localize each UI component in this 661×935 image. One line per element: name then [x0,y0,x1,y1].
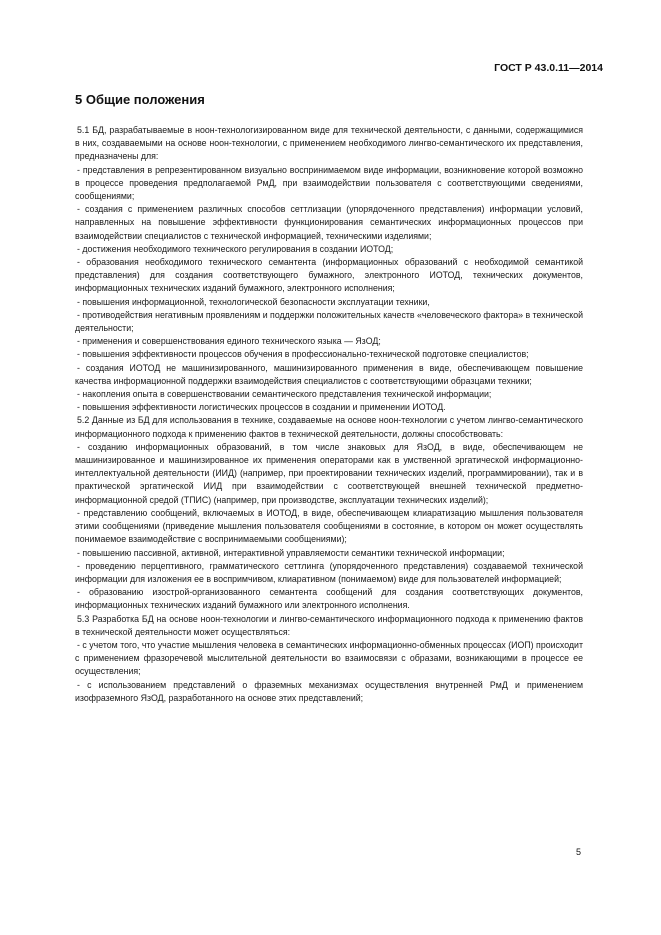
page-number: 5 [575,847,581,857]
list-item: - с использованием представлений о фраземных механизмах осуществления внутренней РмД и применением изофраземного ЯзОД, разработанного на основе этих представлений; [75,679,583,703]
paragraph: 5.3 Разработка БД на основе ноон-технологии и лингво-семантического информационного подхода к применению фактов в технической деятельности может осуществляться: [75,613,583,637]
list-item: - достижения необходимого технического регулирования в создании ИОТОД; [77,243,394,254]
section-title: 5 Общие положения [75,92,205,107]
list-item: - образованию изострой-организованного семантента сообщений для создания соответствующих документов, информационных технических изданий бумажного или электронного исполнения. [75,587,583,611]
list-item: - повышения эффективности логистических процессов в создании и применении ИОТОД. [77,402,446,413]
list-item: - с учетом того, что участие мышления человека в семантических информационно-обменных процессах (ИОП) происходит с применением фразоречевой мыслительной деятельности во взаимосвязи с образами, возникающими в процессе ее осуществления; [75,639,583,677]
list-item: - противодействия негативным проявлениям и поддержки положительных качеств «человеческого фактора» в технической деятельности; [75,309,583,334]
list-item: - создания ИОТОД не машинизированного, машинизированного применения в виде, обеспечивающем повышение качества информационной поддержки взаимодействия специалистов с соответствующими образцами техники; [75,362,583,386]
paragraph: 5.1 БД, разрабатываемые в ноон-технологизированном виде для технической деятельности, с данными, содержащимися в них, создаваемыми на основе ноон-технологии, с применением необходимого лингво-семантического их представления, предназначены для: [75,125,583,162]
list-item: - образования необходимого технического семантента (информационных образований с необходимой семантикой представления) для создания соответствующего бумажного, электронного ИОТОД, технических документов, информационных технических изданий бумажного, электронного исполнения; [75,257,583,294]
list-item: - накопления опыта в совершенствовании семантического представления технической информации; [77,389,492,400]
list-item: - созданию информационных образований, в том числе знаковых для ЯзОД, в виде, обеспечивающем не машинизированное и машинизированное их применения операторами как в умственной эргатической информационно-интеллектуальной деятельности (ИИД) (например, при проектировании технических изделий, программировании), так и в практической эргатической ИИД при взаимодействии с соответствующей внешней технической предметно-информационной средой (ТПИС) (например, при производстве, эксплуатации технических изделий); [75,441,583,505]
list-item: - применения и совершенствования единого технического языка — ЯзОД; [77,336,381,347]
list-item: - повышения эффективности процессов обучения в профессионально-технической подготовке специалистов; [77,349,529,360]
list-item: - представлению сообщений, включаемых в ИОТОД, в виде, обеспечивающем клиаратизацию мышления пользователя этими сообщениями (приведение мышления пользователя сообщениями в состояние, в котором он может осуществлять понимаемое взаимодействие с воспринимаемыми сообщениями); [75,507,583,545]
list-item: - повышения информационной, технологической безопасности эксплуатации техники, [77,296,430,307]
paragraph: 5.2 Данные из БД для использования в технике, создаваемые на основе ноон-технологии с учетом лингво-семантического информационного подхода к применению фактов в технической деятельности, должны способствовать: [75,415,583,439]
list-item: - повышению пассивной, активной, интерактивной управляемости семантики технической информации; [77,547,505,558]
standard-header: ГОСТ Р 43.0.11—2014 [494,62,603,74]
list-item: - представления в репрезентированном визуально воспринимаемом виде информации, возникновение которой возможно в процессе проведения предполагаемой РмД, при взаимодействии пользователя с соответствующими сведениями, сообщениями; [75,164,583,202]
list-item: - создания с применением различных способов сеттлизации (упорядоченного представления) информации условий, направленных на повышение эффективности функционирования семантических информационных процессов при взаимодействии специалистов с технической информацией, техническими изделиями; [75,204,583,241]
list-item: - проведению перцептивного, грамматического сеттлинга (упорядоченного представления) создаваемой технической информации для изложения ее в воспримчивом, клиаративном (понимаемом) виде для пользователей информацией; [75,560,583,584]
body-text [75,124,583,705]
